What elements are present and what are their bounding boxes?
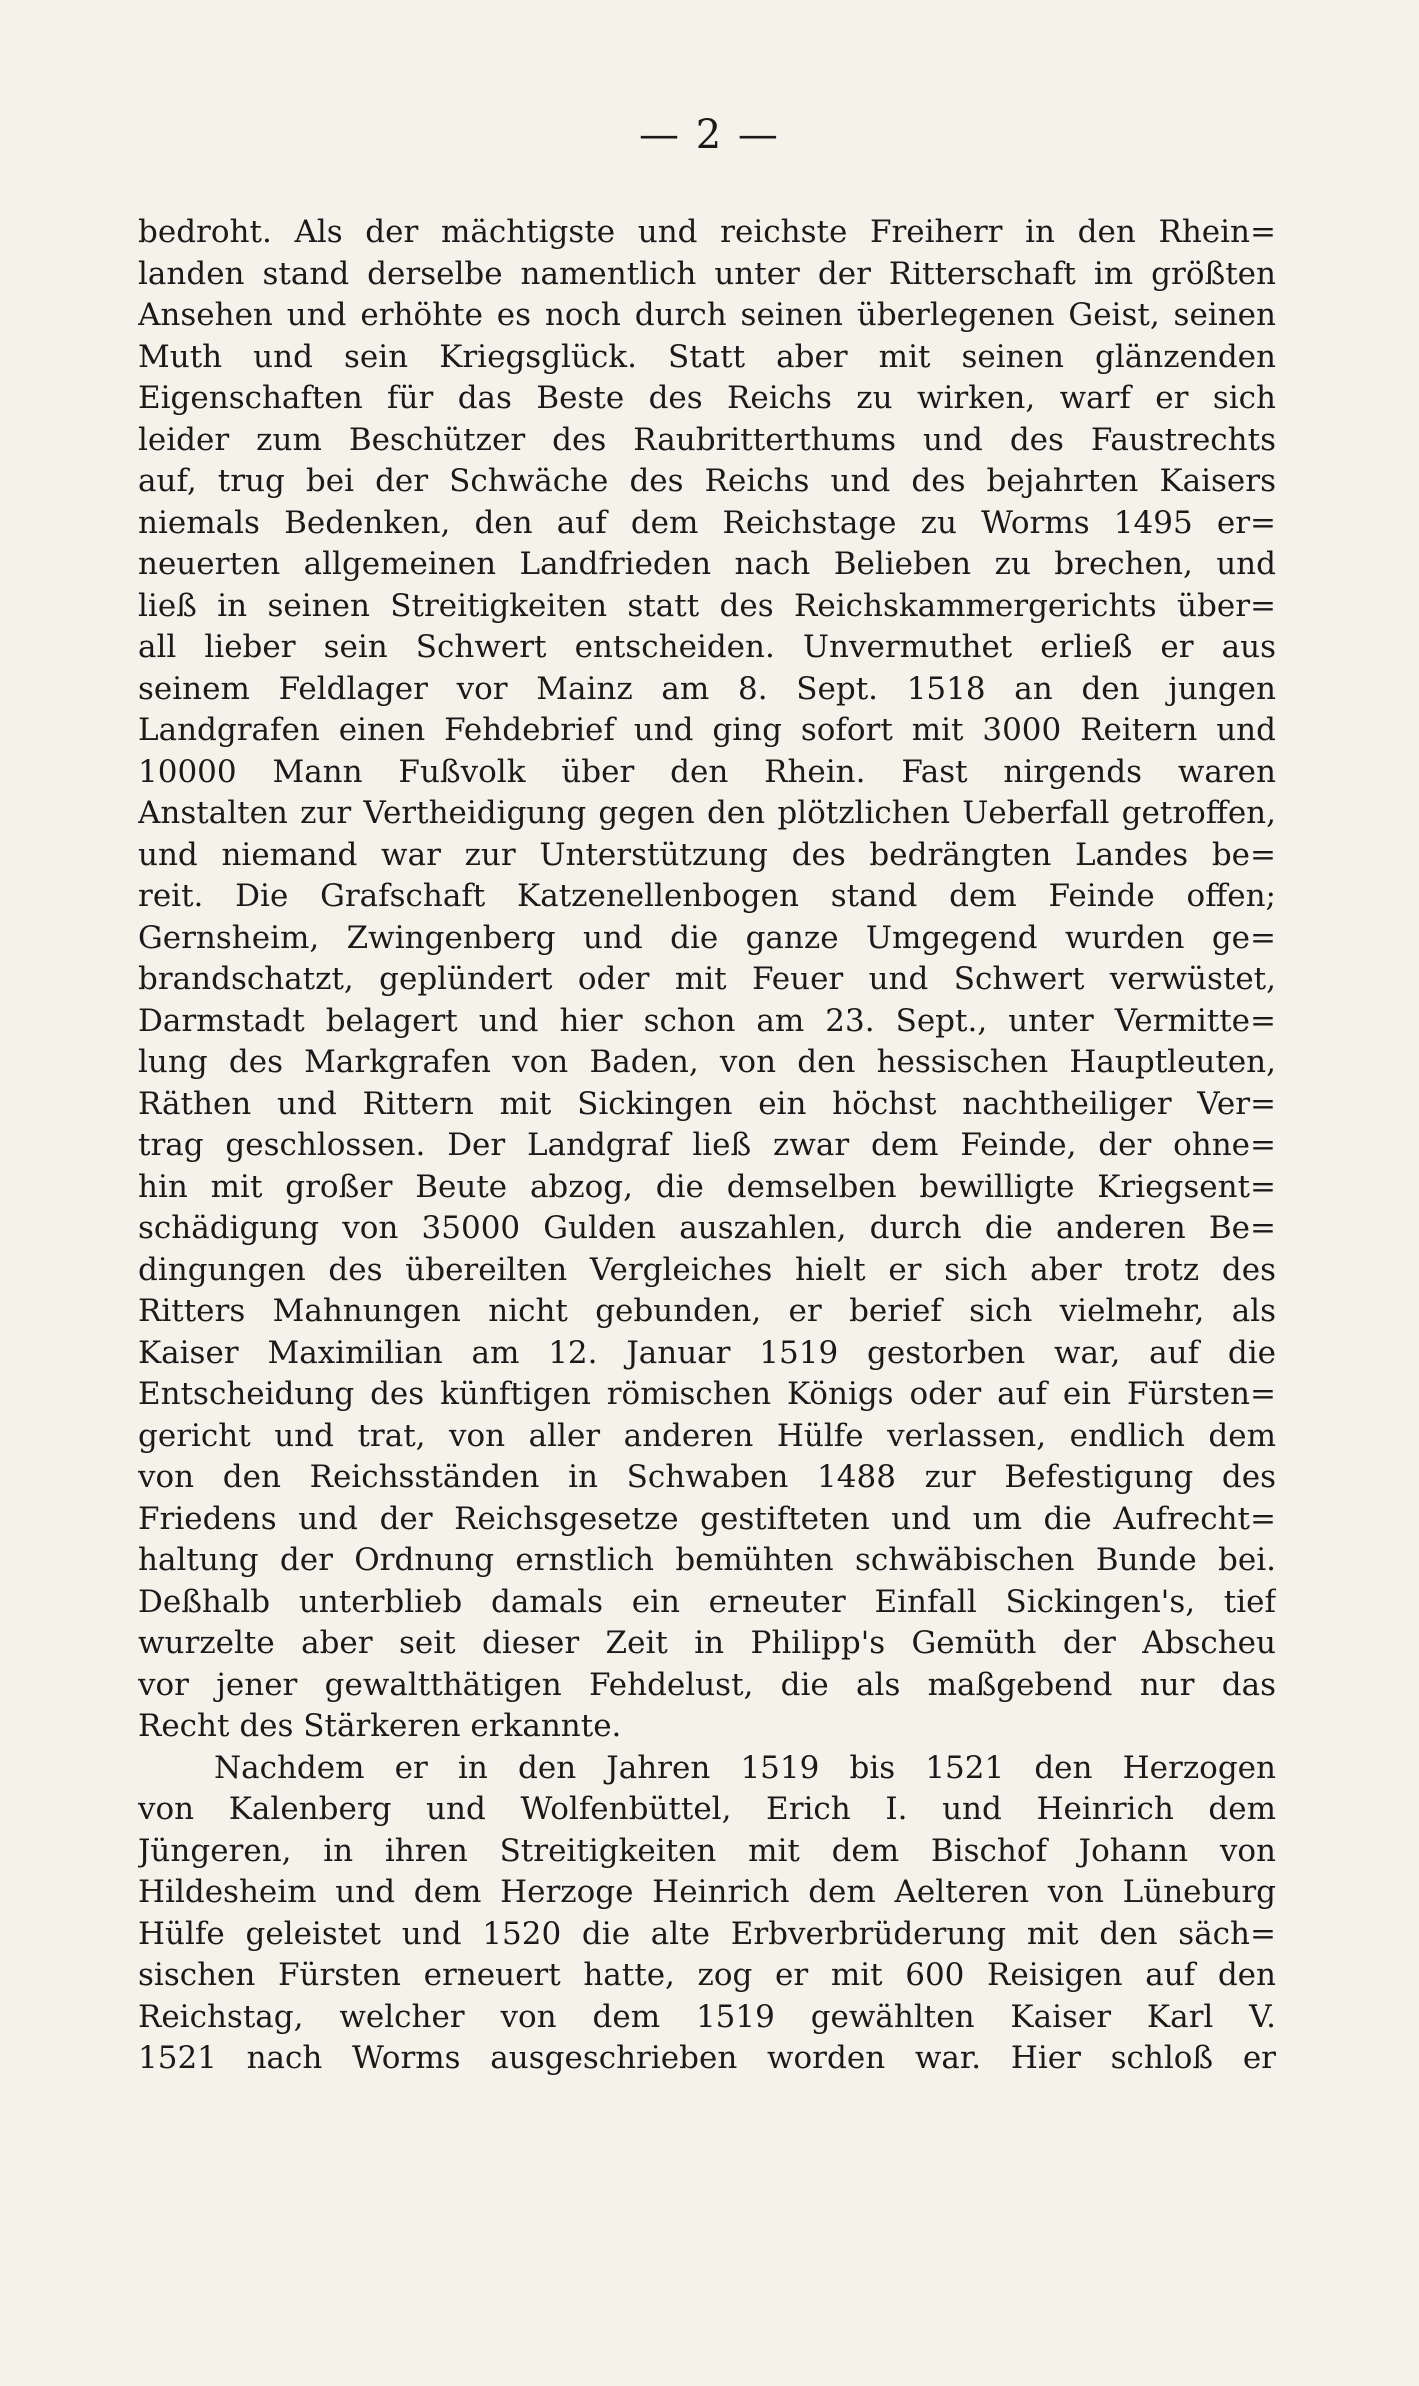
text-line: von Kalenberg und Wolfenbüttel, Erich I. und Heinrich dem [138, 1791, 1276, 1827]
text-line: Räthen und Rittern mit Sickingen ein höchst nachtheiliger Ver= [138, 1085, 1276, 1122]
text-line: Reichstag, welcher von dem 1519 gewählten Kaiser Karl V. [138, 1998, 1276, 2035]
text-line: brandschatzt, geplündert oder mit Feuer und Schwert verwüstet, [138, 961, 1276, 997]
text-line: gericht und trat, von aller anderen Hülfe verlassen, endlich dem [138, 1417, 1276, 1454]
text-line: Kaiser Maximilian am 12. Januar 1519 gestorben war, auf die [138, 1334, 1276, 1371]
text-line: Muth und sein Kriegsglück. Statt aber mit seinen glänzenden [138, 338, 1276, 375]
paragraph-1 [138, 212, 1276, 1748]
body-text [138, 212, 1276, 2080]
text-line: Entscheidung des künftigen römischen Königs oder auf ein Fürsten= [138, 1376, 1276, 1412]
text-line: Hildesheim und dem Herzoge Heinrich dem Aelteren von Lüneburg [138, 1874, 1276, 1910]
text-line: Eigenschaften für das Beste des Reichs zu wirken, warf er sich [138, 380, 1276, 416]
text-line: neuerten allgemeinen Landfrieden nach Belieben zu brechen, und [138, 546, 1276, 582]
text-line: schädigung von 35000 Gulden auszahlen, durch die anderen Be= [138, 1210, 1276, 1246]
text-line: lung des Markgrafen von Baden, von den hessischen Hauptleuten, [138, 1044, 1276, 1080]
text-line: wurzelte aber seit dieser Zeit in Philipp's Gemüth der Abscheu [138, 1625, 1276, 1661]
text-line: landen stand derselbe namentlich unter der Ritterschaft im größten [138, 255, 1276, 292]
text-line: haltung der Ordnung ernstlich bemühten schwäbischen Bunde bei. [138, 1542, 1276, 1578]
text-line: leider zum Beschützer des Raubritterthums und des Faustrechts [138, 421, 1276, 458]
text-line: sischen Fürsten erneuert hatte, zog er mit 600 Reisigen auf den [138, 1957, 1276, 1993]
text-line: Recht des Stärkeren erkannte. [138, 1708, 622, 1744]
text-line: bedroht. Als der mächtigste und reichste Freiherr in den Rhein= [138, 214, 1276, 250]
text-line: all lieber sein Schwert entscheiden. Unvermuthet erließ er aus [138, 629, 1276, 665]
paragraph-2 [138, 1748, 1276, 2080]
text-line: seinem Feldlager vor Mainz am 8. Sept. 1518 an den jungen [138, 670, 1276, 707]
text-line: Anstalten zur Vertheidigung gegen den plötzlichen Ueberfall getroffen, [138, 795, 1276, 831]
text-line: Landgrafen einen Fehdebrief und ging sofort mit 3000 Reitern und [138, 712, 1276, 748]
text-line: Ritters Mahnungen nicht gebunden, er berief sich vielmehr, als [138, 1293, 1276, 1329]
text-line: trag geschlossen. Der Landgraf ließ zwar dem Feinde, der ohne= [138, 1127, 1276, 1163]
text-line: 1521 nach Worms ausgeschrieben worden war. Hier schloß er [138, 2040, 1276, 2076]
page-number: — 2 — [639, 112, 780, 158]
text-line: Friedens und der Reichsgesetze gestifteten und um die Aufrecht= [138, 1500, 1276, 1537]
text-line: vor jener gewaltthätigen Fehdelust, die als maßgebend nur das [138, 1666, 1276, 1703]
text-line: auf, trug bei der Schwäche des Reichs und des bejahrten Kaisers [138, 463, 1276, 499]
text-line: von den Reichsständen in Schwaben 1488 zur Befestigung des [138, 1459, 1276, 1495]
text-line: 10000 Mann Fußvolk über den Rhein. Fast nirgends waren [138, 753, 1276, 790]
text-line: niemals Bedenken, den auf dem Reichstage zu Worms 1495 er= [138, 504, 1276, 541]
text-line: Jüngeren, in ihren Streitigkeiten mit dem Bischof Johann von [138, 1832, 1276, 1869]
text-line: Hülfe geleistet und 1520 die alte Erbverbrüderung mit den säch= [138, 1915, 1276, 1952]
text-line: Ansehen und erhöhte es noch durch seinen überlegenen Geist, seinen [138, 297, 1276, 333]
text-line: Darmstadt belagert und hier schon am 23. Sept., unter Vermitte= [138, 1002, 1276, 1039]
text-line: reit. Die Grafschaft Katzenellenbogen stand dem Feinde offen; [138, 878, 1276, 914]
text-line: Deßhalb unterblieb damals ein erneuter Einfall Sickingen's, tief [138, 1583, 1276, 1620]
text-line: Nachdem er in den Jahren 1519 bis 1521 den Herzogen [214, 1749, 1276, 1786]
text-line: hin mit großer Beute abzog, die demselben bewilligte Kriegsent= [138, 1168, 1276, 1205]
text-line: Gernsheim, Zwingenberg und die ganze Umgegend wurden ge= [138, 919, 1276, 956]
text-line: dingungen des übereilten Vergleiches hielt er sich aber trotz des [138, 1251, 1276, 1288]
text-line: und niemand war zur Unterstützung des bedrängten Landes be= [138, 836, 1276, 873]
text-line: ließ in seinen Streitigkeiten statt des Reichskammergerichts über= [138, 587, 1276, 624]
